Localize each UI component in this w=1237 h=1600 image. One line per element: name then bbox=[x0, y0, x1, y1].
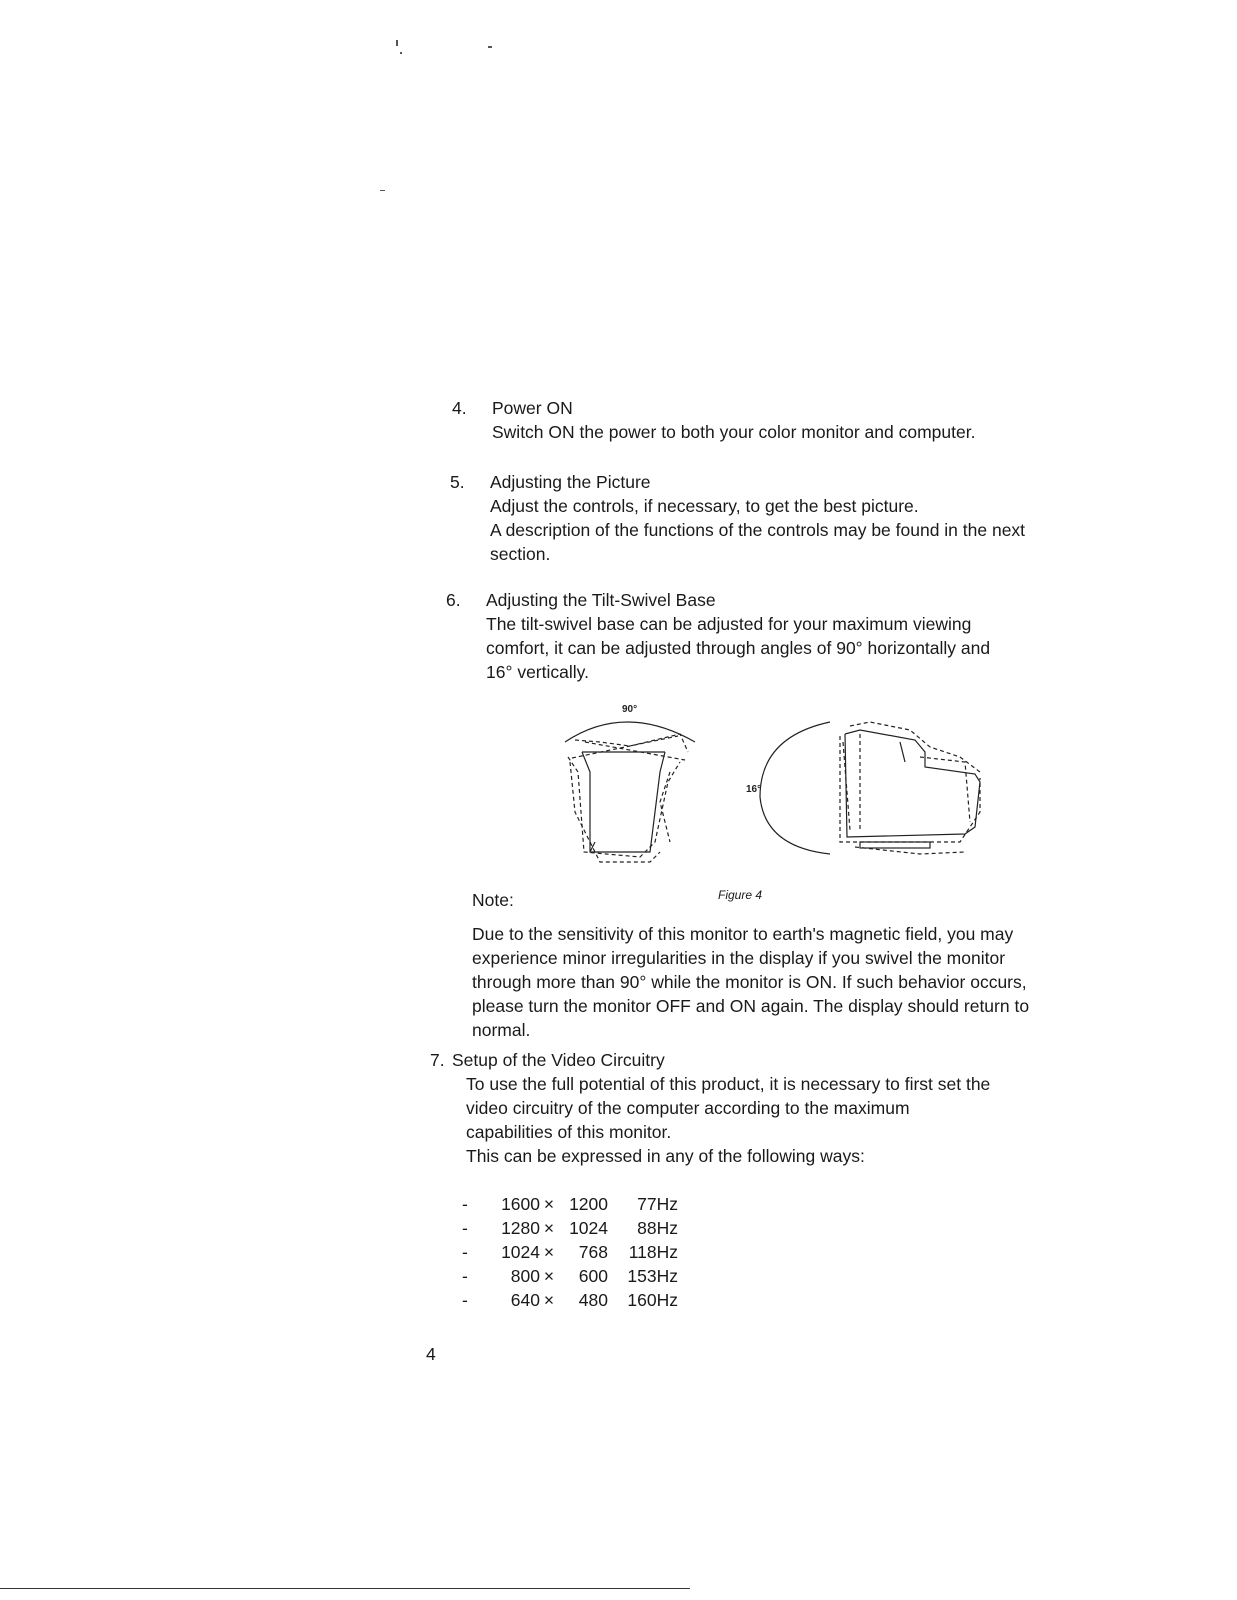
scan-speck bbox=[488, 46, 492, 48]
scan-speck bbox=[380, 190, 385, 191]
display-mode-row: - 1024 × 768 118Hz bbox=[462, 1242, 678, 1262]
mode-refresh: 88Hz bbox=[637, 1218, 678, 1238]
mode-width: 1280 bbox=[501, 1218, 540, 1238]
step-adjusting-picture bbox=[450, 470, 1050, 566]
figure-caption: Figure 4 bbox=[718, 888, 763, 902]
step-text: Adjust the controls, if necessary, to get the best picture. bbox=[490, 496, 919, 516]
mode-width: 1600 bbox=[501, 1194, 540, 1214]
step-heading: Power ON bbox=[492, 398, 573, 418]
step-tilt-swivel bbox=[446, 588, 1006, 684]
display-mode-row: - 1280 × 1024 88Hz bbox=[462, 1218, 678, 1238]
monitor-swivel-dashed bbox=[568, 734, 688, 862]
scan-speck bbox=[396, 40, 398, 46]
mode-refresh: 77Hz bbox=[637, 1194, 678, 1214]
tilt-arc bbox=[760, 722, 830, 854]
display-mode-row: - 640 × 480 160Hz bbox=[462, 1290, 678, 1310]
step-heading: Setup of the Video Circuitry bbox=[452, 1050, 665, 1070]
tilt-angle-label: 16° bbox=[746, 784, 762, 795]
mode-refresh: 160Hz bbox=[627, 1290, 678, 1310]
mode-height: 480 bbox=[578, 1290, 608, 1310]
step-number: 4. bbox=[452, 398, 467, 418]
step-heading: Adjusting the Tilt-Swivel Base bbox=[486, 590, 716, 610]
step-text: Switch ON the power to both your color monitor and computer. bbox=[492, 422, 976, 442]
step-heading: Adjusting the Picture bbox=[490, 472, 651, 492]
mode-refresh: 153Hz bbox=[627, 1266, 678, 1286]
step-video-circuitry bbox=[430, 1048, 1000, 1168]
display-modes-list bbox=[462, 1192, 678, 1312]
mode-width: 640 bbox=[510, 1290, 540, 1310]
step-number: 6. bbox=[446, 590, 461, 610]
bottom-rule bbox=[0, 1588, 690, 1589]
display-mode-row: - 1600 × 1200 77Hz bbox=[462, 1194, 678, 1214]
step-number: 5. bbox=[450, 472, 465, 492]
mode-refresh: 118Hz bbox=[628, 1242, 678, 1262]
mode-width: 1024 bbox=[501, 1242, 540, 1262]
mode-height: 768 bbox=[578, 1242, 608, 1262]
display-mode-row: - 800 × 600 153Hz bbox=[462, 1266, 678, 1286]
step-text: The tilt-swivel base can be adjusted for your maximum viewing comfort, it can be adjusted through angles of 90° horizontally and 16° vertically. bbox=[486, 614, 991, 682]
mode-height: 1024 bbox=[569, 1218, 608, 1238]
step-text: A description of the functions of the controls may be found in the next section. bbox=[490, 520, 1026, 564]
monitor-tilt-solid bbox=[845, 730, 980, 848]
mode-width: 800 bbox=[510, 1266, 540, 1286]
mode-height: 1200 bbox=[569, 1194, 608, 1214]
step-number: 7. bbox=[430, 1050, 445, 1070]
step-text: This can be expressed in any of the following ways: bbox=[466, 1146, 865, 1166]
page-number: 4 bbox=[426, 1344, 436, 1364]
swivel-arc bbox=[565, 722, 695, 742]
mode-height: 600 bbox=[578, 1266, 608, 1286]
tilt-swivel-figure bbox=[560, 704, 1010, 892]
note-section bbox=[472, 888, 1032, 1042]
note-label: Note: bbox=[472, 890, 514, 910]
monitor-swivel-solid bbox=[582, 752, 665, 852]
swivel-angle-label: 90° bbox=[622, 704, 638, 715]
step-text: To use the full potential of this product, it is necessary to first set the video circuitry of the computer according to the maximum capabilities of this monitor. bbox=[466, 1074, 991, 1142]
note-text: Due to the sensitivity of this monitor to earth's magnetic field, you may experience minor irregularities in the display if you swivel the monitor through more than 90° while the monitor is ON. If such behavior occurs, please turn the monitor OFF and ON again. The display should return to normal. bbox=[472, 924, 1030, 1040]
scan-speck bbox=[400, 52, 402, 54]
step-power-on bbox=[452, 396, 1072, 444]
